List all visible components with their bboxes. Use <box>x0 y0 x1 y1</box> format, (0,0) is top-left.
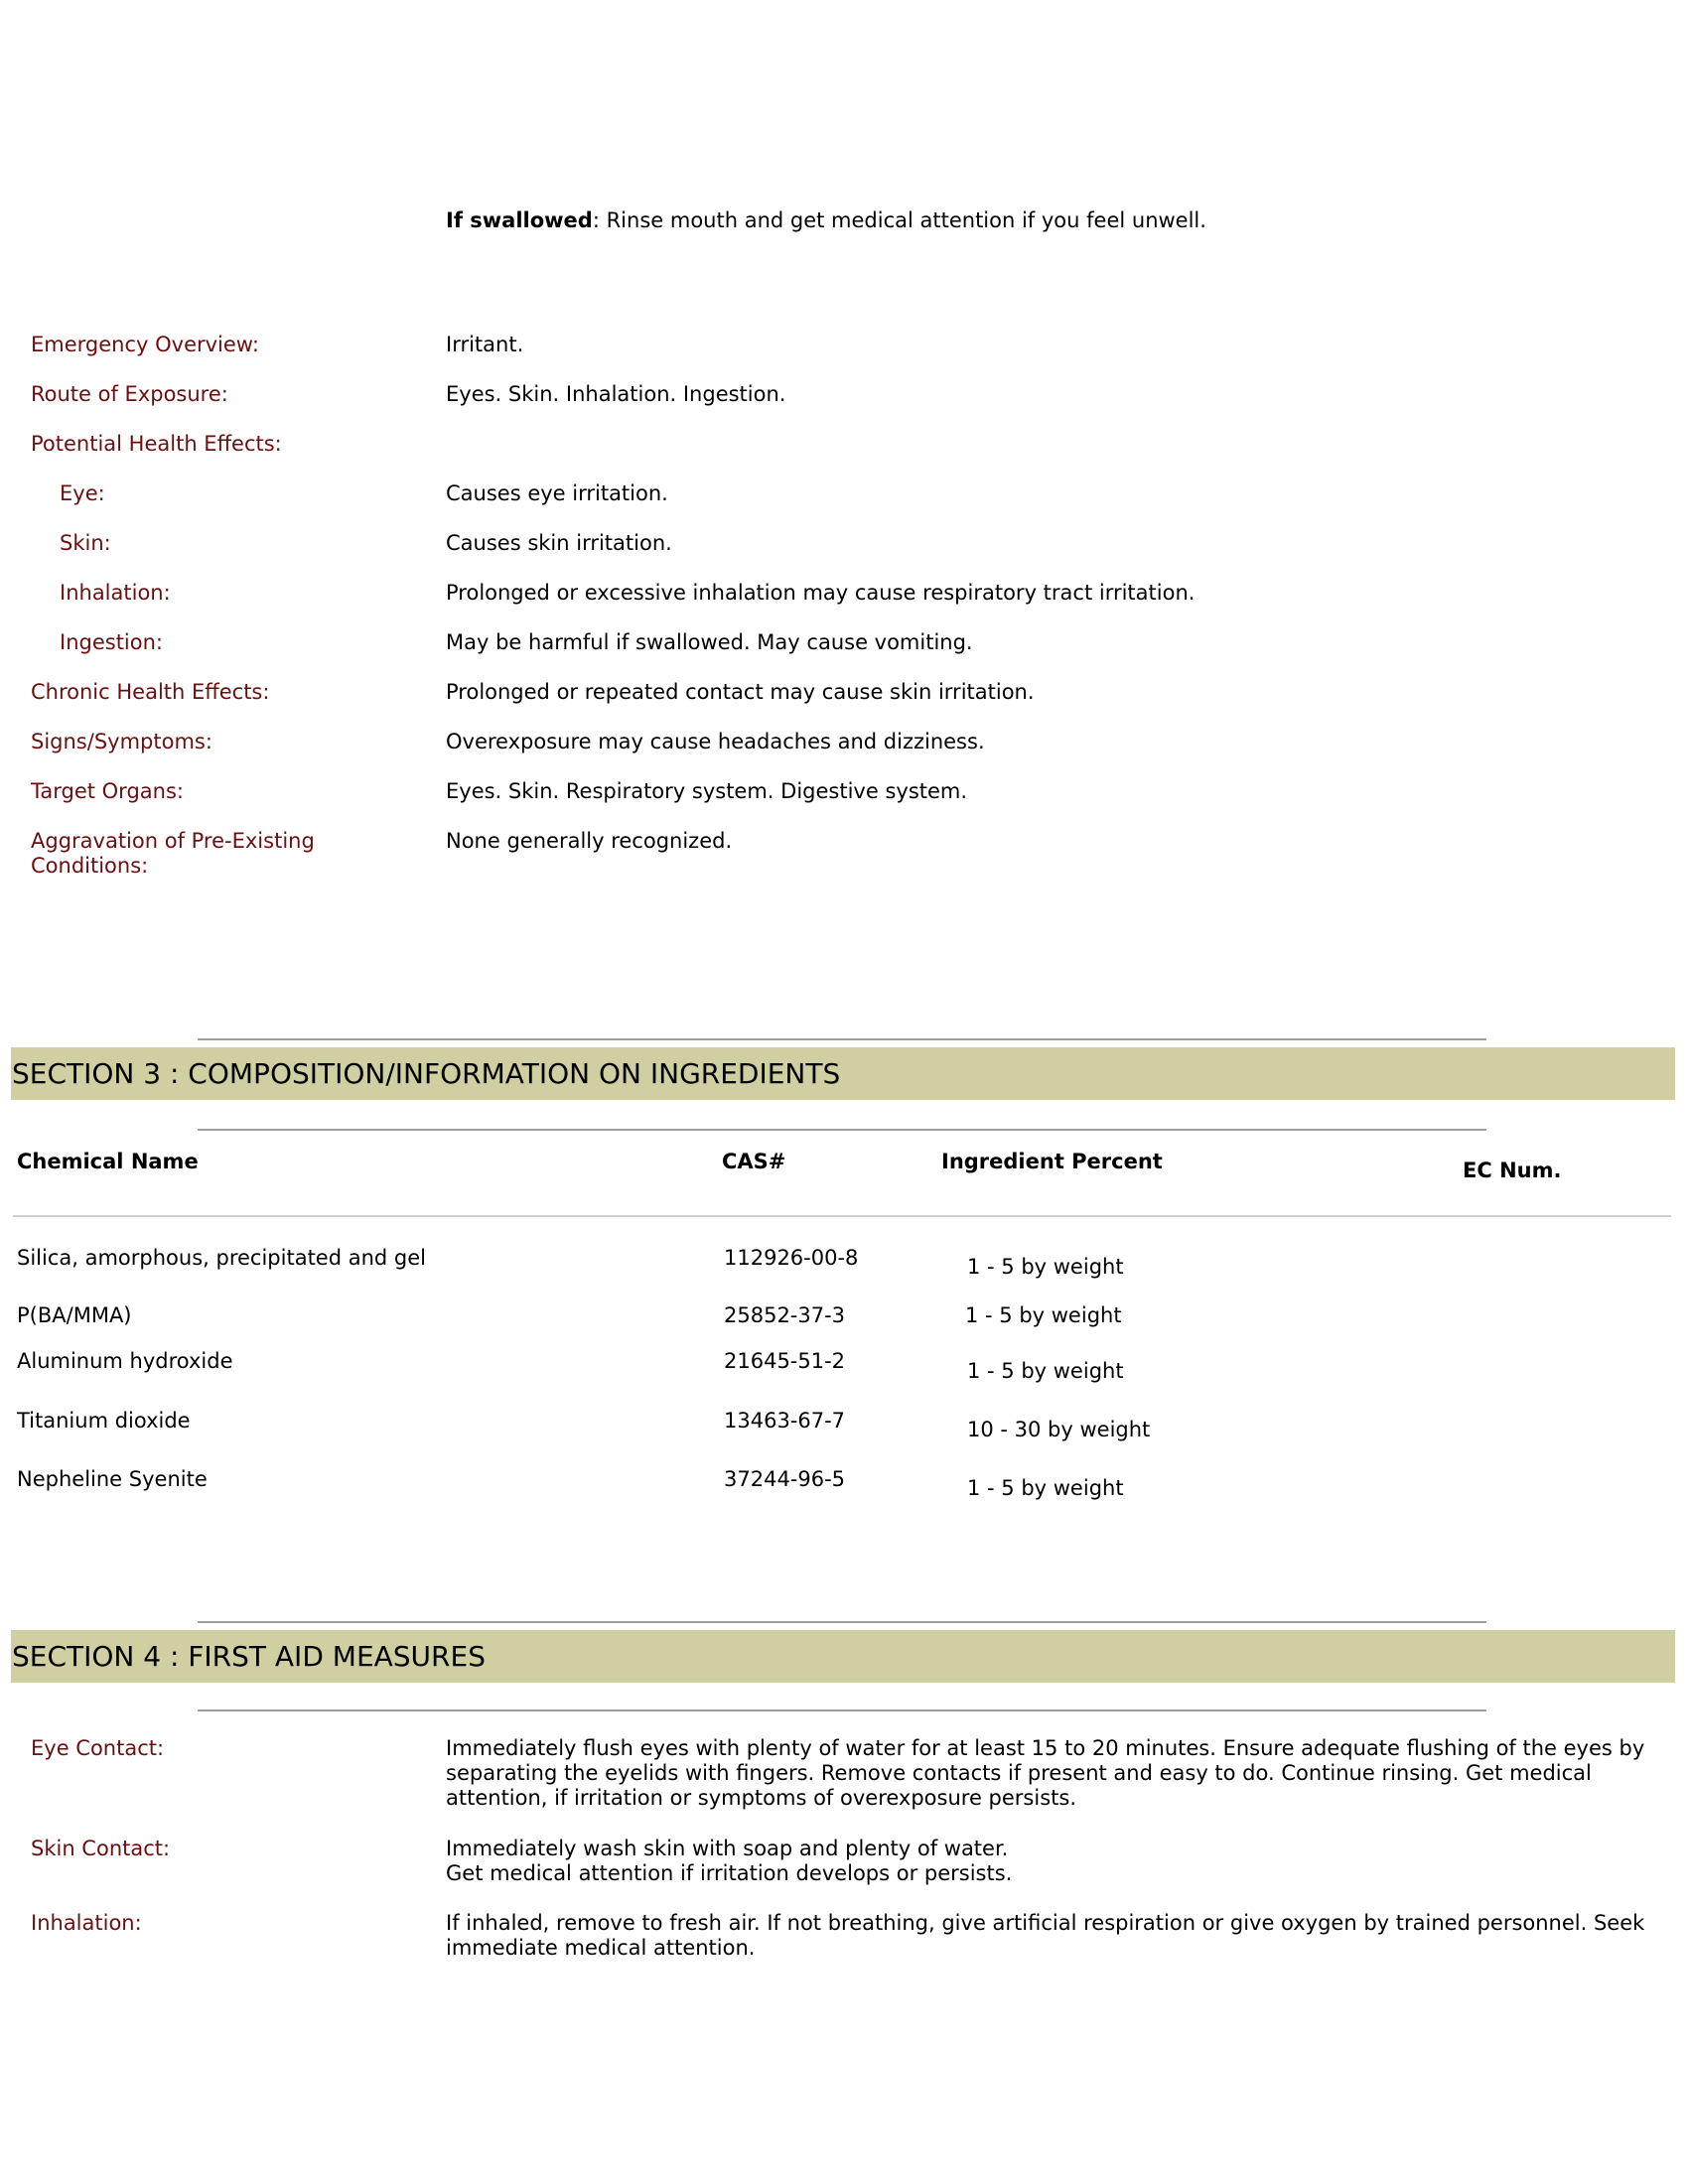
first-aid-inhalation-value <box>446 1911 1657 1961</box>
table-row-4-percent: 10 - 30 by weight <box>967 1418 1151 1441</box>
table-row-1-cas: 112926-00-8 <box>724 1246 859 1270</box>
target-organs-value: Eyes. Skin. Respiratory system. Digestive system. <box>446 779 968 803</box>
table-row-5-name: Nepheline Syenite <box>17 1467 208 1491</box>
first-aid-inhalation-line1: If inhaled, remove to fresh air. If not breathing, give artificial respiration or give oxygen by trained personnel. Seek <box>446 1911 1645 1935</box>
first-aid-inhalation-label: Inhalation: <box>31 1911 142 1935</box>
table-row-1-percent: 1 - 5 by weight <box>967 1255 1124 1279</box>
skin-contact-value <box>446 1837 1657 1886</box>
signs-symptoms-label: Signs/Symptoms: <box>31 730 212 753</box>
emergency-overview-value: Irritant. <box>446 333 524 356</box>
table-row-5-percent: 1 - 5 by weight <box>967 1476 1124 1500</box>
table-row-4-cas: 13463-67-7 <box>724 1409 846 1433</box>
eye-contact-value <box>446 1736 1657 1811</box>
first-aid-inhalation-line2: immediate medical attention. <box>446 1936 756 1960</box>
chronic-health-effects-label: Chronic Health Effects: <box>31 680 270 704</box>
section4-bottom-rule <box>198 1709 1486 1711</box>
col-header-percent: Ingredient Percent <box>941 1150 1163 1173</box>
signs-symptoms-value: Overexposure may cause headaches and dizziness. <box>446 730 985 753</box>
skin-contact-label: Skin Contact: <box>31 1837 171 1860</box>
inhalation-label: Inhalation: <box>60 581 171 605</box>
table-row-2-percent: 1 - 5 by weight <box>965 1303 1122 1327</box>
col-header-chemical-name: Chemical Name <box>17 1150 199 1173</box>
eye-contact-line1: Immediately flush eyes with plenty of water for at least 15 to 20 minutes. Ensure adequate flushing of the eyes by <box>446 1736 1645 1760</box>
skin-label: Skin: <box>60 531 111 555</box>
eye-value: Causes eye irritation. <box>446 481 668 505</box>
aggravation-label <box>31 829 315 879</box>
eye-contact-line3: attention, if irritation or symptoms of overexposure persists. <box>446 1786 1076 1810</box>
table-row-3-percent: 1 - 5 by weight <box>967 1359 1124 1383</box>
table-row-3-name: Aluminum hydroxide <box>17 1349 233 1373</box>
ingestion-label: Ingestion: <box>60 630 163 654</box>
aggravation-value: None generally recognized. <box>446 829 733 853</box>
emergency-overview-label: Emergency Overview: <box>31 333 259 356</box>
col-header-ec: EC Num. <box>1463 1159 1562 1182</box>
table-row-4-name: Titanium dioxide <box>17 1409 191 1433</box>
aggravation-label-line1: Aggravation of Pre-Existing <box>31 829 315 853</box>
route-of-exposure-value: Eyes. Skin. Inhalation. Ingestion. <box>446 382 786 406</box>
table-row-3-cas: 21645-51-2 <box>724 1349 846 1373</box>
skin-value: Causes skin irritation. <box>446 531 672 555</box>
route-of-exposure-label: Route of Exposure: <box>31 382 228 406</box>
skin-contact-line1: Immediately wash skin with soap and plenty of water. <box>446 1837 1009 1860</box>
aggravation-label-line2: Conditions: <box>31 854 149 878</box>
eye-contact-label: Eye Contact: <box>31 1736 165 1760</box>
table-row-2-name: P(BA/MMA) <box>17 1303 132 1327</box>
if-swallowed-line <box>446 208 1206 233</box>
inhalation-value: Prolonged or excessive inhalation may cause respiratory tract irritation. <box>446 581 1196 605</box>
table-row-2-cas: 25852-37-3 <box>724 1303 846 1327</box>
section4-heading: SECTION 4 : FIRST AID MEASURES <box>11 1630 1675 1683</box>
target-organs-label: Target Organs: <box>31 779 184 803</box>
chronic-health-effects-value: Prolonged or repeated contact may cause skin irritation. <box>446 680 1035 704</box>
col-header-cas: CAS# <box>722 1150 786 1173</box>
table-row-5-cas: 37244-96-5 <box>724 1467 846 1491</box>
section4-top-rule <box>198 1621 1486 1623</box>
if-swallowed-text: : Rinse mouth and get medical attention if you feel unwell. <box>592 208 1206 232</box>
ingestion-value: May be harmful if swallowed. May cause vomiting. <box>446 630 973 654</box>
potential-health-effects-label: Potential Health Effects: <box>31 432 282 456</box>
table-header-divider <box>13 1215 1671 1217</box>
section3-top-rule <box>198 1038 1486 1040</box>
section3-bottom-rule <box>198 1129 1486 1131</box>
eye-label: Eye: <box>60 481 105 505</box>
if-swallowed-label: If swallowed <box>446 208 593 232</box>
section3-heading: SECTION 3 : COMPOSITION/INFORMATION ON INGREDIENTS <box>11 1047 1675 1100</box>
skin-contact-line2: Get medical attention if irritation develops or persists. <box>446 1861 1013 1885</box>
table-row-1-name: Silica, amorphous, precipitated and gel <box>17 1246 426 1270</box>
eye-contact-line2: separating the eyelids with fingers. Remove contacts if present and easy to do. Continue rinsing. Get medical <box>446 1761 1592 1785</box>
